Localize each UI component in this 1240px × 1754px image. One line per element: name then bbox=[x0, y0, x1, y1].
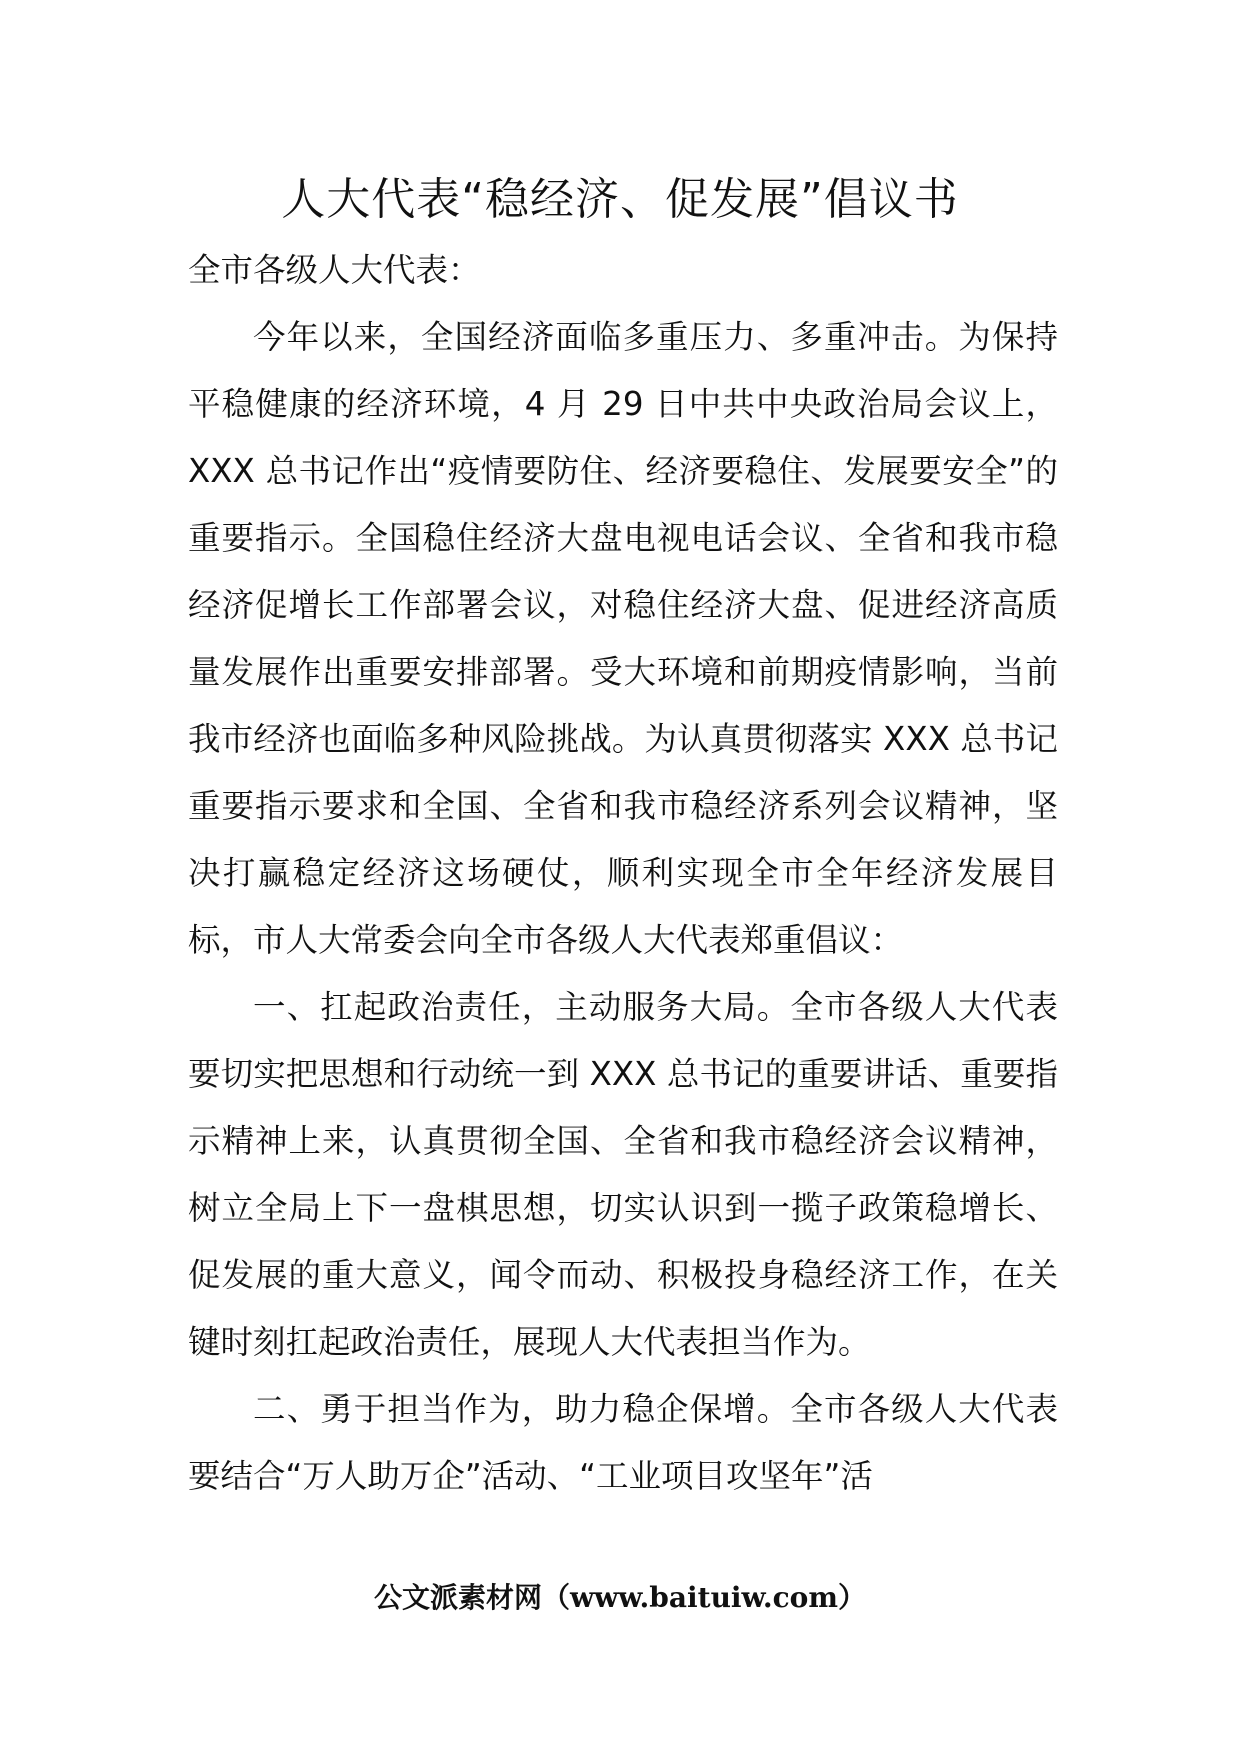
salutation: 全市各级人大代表： bbox=[188, 251, 481, 289]
document-title: 人大代表“稳经济、促发展”倡议书 bbox=[281, 174, 959, 225]
paragraph-intro: 今年以来，全国经济面临多重压力、多重冲击。为保持平稳健康的经济环境，4 月 29 日中共中央政治局会议上，XXX 总书记作出“疫情要防住、经济要稳住、发展要安全”的重要指示。全国稳住经济大盘电视电话会议、全省和我市稳经济促增长工作部署会议，对稳住经济大盘、促进经济高质量发展作出重要安排部署。受大环境和前期疫情影响，当前我市经济也面临多种风险挑战。为认真贯彻落实 XXX 总书记重要指示要求和全国、全省和我市稳经济系列会议精神，坚决打赢稳定经济这场硬仗，顺利实现全市全年经济发展目标，市人大常委会向全市各级人大代表郑重倡议： bbox=[188, 318, 1058, 959]
paragraph-point-2: 二、勇于担当作为，助力稳企保增。全市各级人大代表要结合“万人助万企”活动、“工业项目攻坚年”活 bbox=[188, 1390, 1058, 1495]
footer-watermark: 公文派素材网（www.baituiw.com） bbox=[374, 1581, 866, 1614]
paragraph-point-1: 一、扛起政治责任，主动服务大局。全市各级人大代表要切实把思想和行动统一到 XXX 总书记的重要讲话、重要指示精神上来，认真贯彻全国、全省和我市稳经济会议精神，树立全局上下一盘棋思想，切实认识到一揽子政策稳增长、促发展的重大意义，闻令而动、积极投身稳经济工作，在关键时刻扛起政治责任，展现人大代表担当作为。 bbox=[188, 988, 1058, 1361]
document-body bbox=[188, 237, 1058, 1510]
